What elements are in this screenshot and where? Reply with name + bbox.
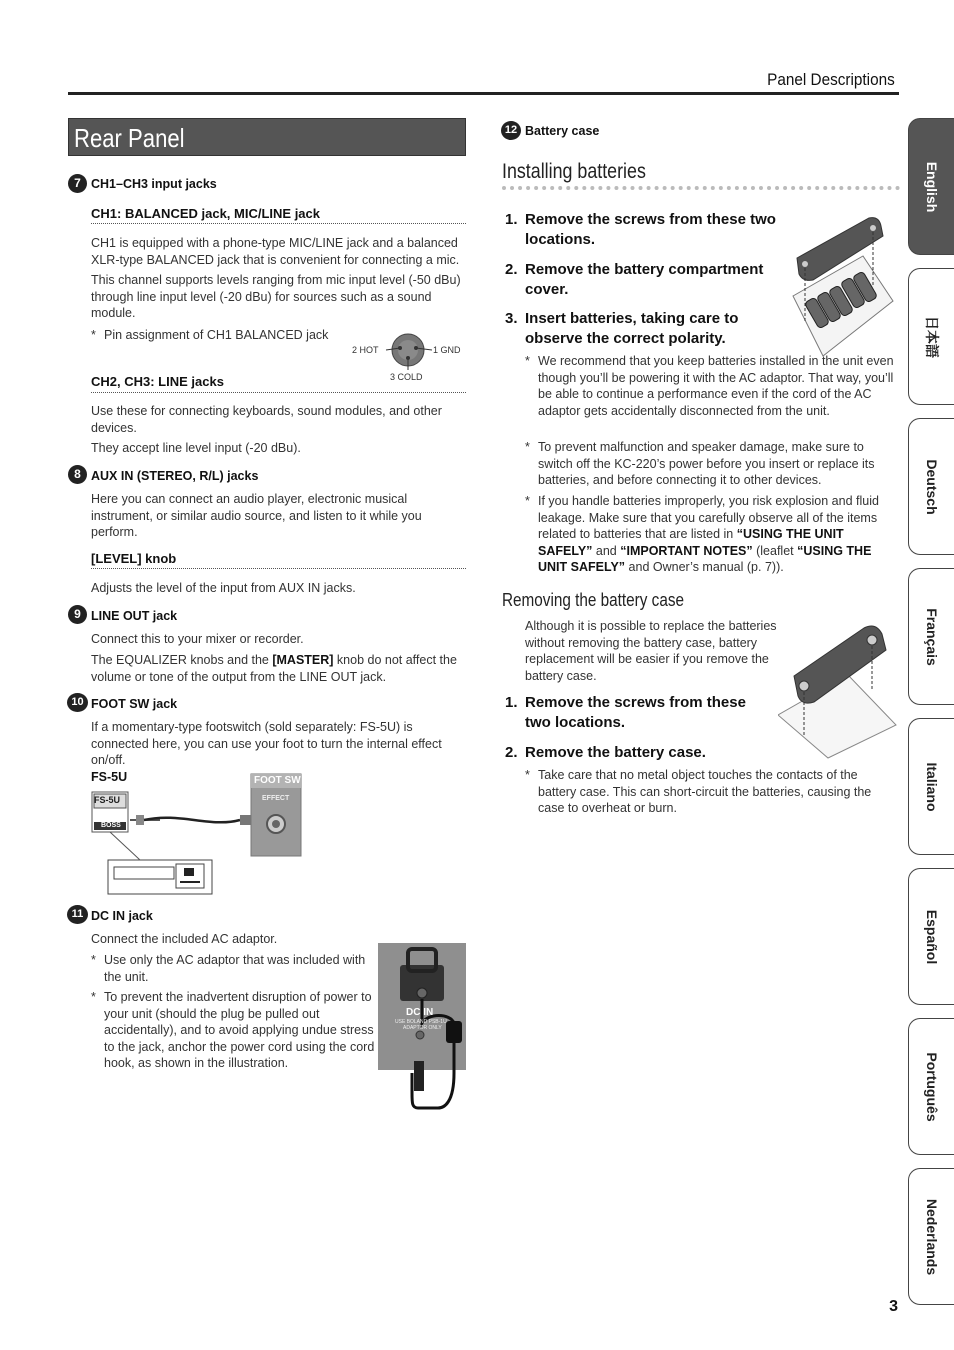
remove-step-2: Remove the battery case. — [525, 744, 706, 761]
ch1-subtitle: CH1: BALANCED jack, MIC/LINE jack — [91, 206, 320, 221]
dcin-note-2: To prevent the inadvertent disruption of power to your unit (should the plug be pulled out accidentally), and to avoid applying undue stress to the jack, anchor the power cord using the cord hook, as shown in the illustration. — [104, 990, 375, 1070]
install-note-3: If you handle batteries improperly, you risk explosion and fluid leakage. Make sure that you carefully observe all of the items related to batteries that are listed in “USING THE UNIT SAFELY” and “IMPORTANT NOTES” (leaflet “USING THE UNIT SAFELY” and Owner’s manual (p. 7)). — [538, 494, 879, 574]
pin-gnd-label: 1 GND — [433, 345, 461, 355]
ch23-subtitle: CH2, CH3: LINE jacks — [91, 374, 224, 389]
ch23-paragraph-2: They accept line level input (-20 dBu). — [91, 441, 301, 455]
remove-step-num: 2. — [505, 744, 518, 761]
install-step-num: 2. — [505, 261, 518, 278]
note-asterisk: * — [91, 953, 96, 967]
dotted-rule — [502, 186, 900, 190]
lang-tab-espanol[interactable]: Español — [908, 868, 954, 1005]
item-number-7: 7 — [68, 174, 87, 193]
installing-heading: Installing batteries — [502, 160, 646, 183]
lang-tab-portugues[interactable]: Português — [908, 1018, 954, 1155]
foot-sw-panel-sublabel: EFFECT — [262, 795, 290, 802]
dc-in-panel-sub-2: ADAPTOR ONLY — [403, 1025, 442, 1031]
footsw-paragraph: If a momentary-type footswitch (sold separately: FS-5U) is connected here, you can use your foot to turn the internal effect on/off. — [91, 720, 442, 767]
dotted-rule — [91, 392, 466, 393]
ch1-paragraph-1: CH1 is equipped with a phone-type MIC/LINE jack and a balanced XLR-type BALANCED jack that is convenient for connecting a mic. — [91, 236, 460, 267]
level-knob-paragraph: Adjusts the level of the input from AUX IN jacks. — [91, 581, 356, 595]
foot-sw-panel-label: FOOT SW — [254, 775, 301, 786]
note-asterisk: * — [91, 328, 96, 342]
lineout-paragraph-1: Connect this to your mixer or recorder. — [91, 632, 304, 646]
aux-paragraph: Here you can connect an audio player, electronic musical instrument, or similar audio source, and listen to it while you perform. — [91, 492, 422, 539]
item-number-12: 12 — [501, 121, 521, 140]
install-step-num: 3. — [505, 310, 518, 327]
dcin-note-1: Use only the AC adaptor that was included with the unit. — [104, 953, 366, 984]
item-number-10: 10 — [67, 693, 88, 712]
item-title-ch-inputs: CH1–CH3 input jacks — [91, 177, 217, 191]
battery-install-illustration — [783, 216, 895, 361]
note-asterisk: * — [525, 440, 530, 454]
running-header: Panel Descriptions — [767, 70, 895, 89]
ch23-paragraph-1: Use these for connecting keyboards, sound modules, and other devices. — [91, 404, 442, 435]
remove-step-1: Remove the screws from these two locations. — [525, 694, 746, 731]
pin-hot-label: 2 HOT — [352, 345, 379, 355]
removing-heading: Removing the battery case — [502, 590, 685, 610]
install-step-num: 1. — [505, 211, 518, 228]
install-step-3: Insert batteries, taking care to observe the correct polarity. — [525, 310, 739, 347]
ch1-pin-note: Pin assignment of CH1 BALANCED jack — [104, 328, 329, 342]
lang-tab-francais[interactable]: Français — [908, 568, 954, 705]
lang-tab-english[interactable]: English — [908, 118, 954, 255]
item-number-9: 9 — [68, 605, 87, 624]
lang-tab-italiano[interactable]: Italiano — [908, 718, 954, 855]
section-title-bar — [68, 118, 466, 156]
dotted-rule — [91, 223, 466, 224]
lang-tab-deutsch[interactable]: Deutsch — [908, 418, 954, 555]
item-title-battery-case: Battery case — [525, 124, 600, 138]
item-title-foot-sw: FOOT SW jack — [91, 697, 178, 711]
install-step-1: Remove the screws from these two locations. — [525, 211, 776, 248]
pedal-brand: BOSS — [101, 822, 121, 829]
remove-note: Take care that no metal object touches the contacts of the battery case. This can short-circuit the batteries, causing the case to overheat or burn. — [538, 768, 872, 815]
lineout-paragraph-2: The EQUALIZER knobs and the [MASTER] knob do not affect the volume or tone of the output from the LINE OUT jack. — [91, 653, 457, 684]
dcin-paragraph: Connect the included AC adaptor. — [91, 932, 278, 946]
item-title-dc-in: DC IN jack — [91, 909, 153, 923]
install-step-2: Remove the battery compartment cover. — [525, 261, 764, 298]
install-note-1: We recommend that you keep batteries installed in the unit even though you’ll be powering it with the AC adaptor. That way, you’ll be able to continue a performance even if the cord of the AC adaptor gets accidentally disconnected from the unit. — [538, 354, 894, 418]
item-number-11: 11 — [67, 905, 88, 924]
header-rule — [68, 92, 899, 95]
page-number: 3 — [889, 1298, 898, 1315]
remove-step-num: 1. — [505, 694, 518, 711]
dotted-rule — [91, 568, 466, 569]
note-asterisk: * — [91, 990, 96, 1004]
lang-tab-japanese[interactable]: 日本語 — [908, 268, 954, 405]
footswitch-illustration — [90, 772, 304, 898]
removing-intro: Although it is possible to replace the batteries without removing the battery case, battery replacement will be easier if you remove the battery case. — [525, 619, 777, 683]
item-number-8: 8 — [68, 465, 87, 484]
pin-cold-label: 3 COLD — [390, 372, 423, 382]
note-asterisk: * — [525, 354, 530, 368]
battery-removal-illustration — [778, 620, 898, 760]
footsw-model-label: FS-5U — [91, 770, 128, 784]
section-title: Rear Panel — [74, 123, 185, 153]
lang-tab-nederlands[interactable]: Nederlands — [908, 1168, 954, 1305]
item-title-aux-in: AUX IN (STEREO, R/L) jacks — [91, 469, 259, 483]
dc-in-panel-sub-1: USE BOLAND PSB-1U — [395, 1019, 447, 1025]
pedal-label: FS-5U — [94, 795, 121, 805]
dc-in-panel-label: DC IN — [406, 1007, 434, 1018]
level-knob-subtitle: [LEVEL] knob — [91, 551, 177, 566]
note-asterisk: * — [525, 768, 530, 782]
note-asterisk: * — [525, 494, 530, 508]
ch1-paragraph-2: This channel supports levels ranging from mic input level (-50 dBu) through line input level (-20 dBu) for sources such as a sound module. — [91, 273, 461, 320]
item-title-line-out: LINE OUT jack — [91, 609, 178, 623]
install-note-2: To prevent malfunction and speaker damage, make sure to switch off the KC-220’s power before you insert or replace its batteries, and before connecting it to other devices. — [538, 440, 875, 487]
